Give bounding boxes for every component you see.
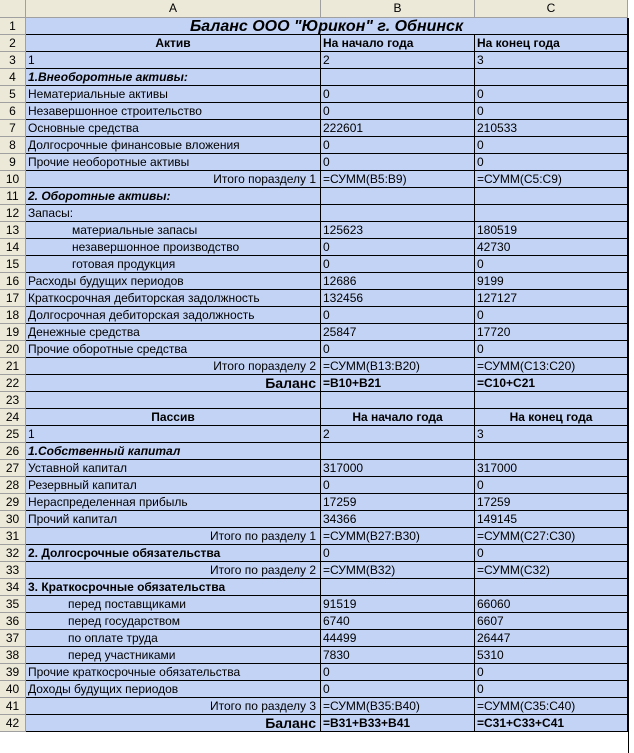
cell-b[interactable]: 0 bbox=[321, 239, 475, 256]
cell-a[interactable]: Запасы: bbox=[26, 205, 321, 222]
cell-c[interactable]: 3 bbox=[475, 426, 628, 443]
cell-c[interactable]: 0 bbox=[475, 664, 628, 681]
cell-b[interactable]: На начало года bbox=[321, 409, 475, 426]
cell-b[interactable]: 0 bbox=[321, 341, 475, 358]
row-header[interactable]: 8 bbox=[0, 137, 26, 154]
cell-c[interactable]: 0 bbox=[475, 86, 628, 103]
row-header[interactable]: 30 bbox=[0, 511, 26, 528]
cell-a[interactable]: Уставной капитал bbox=[26, 460, 321, 477]
cell-c[interactable]: 0 bbox=[475, 137, 628, 154]
sheet-row bbox=[0, 154, 634, 171]
cell-a[interactable]: 2. Оборотные активы: bbox=[26, 188, 321, 205]
row-header[interactable]: 14 bbox=[0, 239, 26, 256]
sheet-row bbox=[0, 69, 634, 86]
cell-b[interactable]: 0 bbox=[321, 256, 475, 273]
cell-c[interactable]: =СУММ(C27:C30) bbox=[475, 528, 628, 545]
sheet-row bbox=[0, 545, 634, 562]
sheet-row bbox=[0, 579, 634, 596]
cell-a[interactable]: Прочие краткосрочные обязательства bbox=[26, 664, 321, 681]
cell-c[interactable]: 127127 bbox=[475, 290, 628, 307]
sheet-row bbox=[0, 715, 634, 732]
cell-a[interactable]: 2. Долгосрочные обязательства bbox=[26, 545, 321, 562]
sheet-row bbox=[0, 477, 634, 494]
row-header[interactable]: 36 bbox=[0, 613, 26, 630]
sheet-row bbox=[0, 137, 634, 154]
cell-b[interactable]: 2 bbox=[321, 426, 475, 443]
sheet-row bbox=[0, 307, 634, 324]
row-header[interactable]: 40 bbox=[0, 681, 26, 698]
cell-b[interactable]: На начало года bbox=[321, 35, 475, 52]
cell-a[interactable]: 1 bbox=[26, 52, 321, 69]
cell-a[interactable]: перед поставщиками bbox=[26, 596, 321, 613]
sheet-row bbox=[0, 596, 634, 613]
cell-c[interactable]: 0 bbox=[475, 103, 628, 120]
cell-a[interactable]: Нематериальные активы bbox=[26, 86, 321, 103]
sheet-row bbox=[0, 528, 634, 545]
cell-c[interactable]: =СУММ(C32) bbox=[475, 562, 628, 579]
row-header[interactable]: 16 bbox=[0, 273, 26, 290]
cell-b[interactable]: 0 bbox=[321, 86, 475, 103]
cell-a[interactable]: Итого поразделу 2 bbox=[26, 358, 321, 375]
cell-a[interactable]: Долгосрочная дебиторская задолжность bbox=[26, 307, 321, 324]
sheet-row bbox=[0, 341, 634, 358]
cell-a[interactable]: Баланс bbox=[26, 715, 321, 732]
sheet-row bbox=[0, 103, 634, 120]
row-header[interactable]: 17 bbox=[0, 290, 26, 307]
cell-c[interactable]: 0 bbox=[475, 154, 628, 171]
row-header[interactable]: 3 bbox=[0, 52, 26, 69]
cell-c[interactable]: =СУММ(C5:C9) bbox=[475, 171, 628, 188]
row-header[interactable]: 13 bbox=[0, 222, 26, 239]
cell-b[interactable]: 25847 bbox=[321, 324, 475, 341]
cell-a[interactable]: Резервный капитал bbox=[26, 477, 321, 494]
row-header[interactable]: 35 bbox=[0, 596, 26, 613]
row-header[interactable]: 29 bbox=[0, 494, 26, 511]
cell-a[interactable]: материальные запасы bbox=[26, 222, 321, 239]
row-header[interactable]: 19 bbox=[0, 324, 26, 341]
row-header[interactable]: 5 bbox=[0, 86, 26, 103]
sheet-row bbox=[0, 443, 634, 460]
sheet-row bbox=[0, 171, 634, 188]
cell-a[interactable]: Итого по разделу 3 bbox=[26, 698, 321, 715]
cell-a[interactable]: 1.Внеоборотные активы: bbox=[26, 69, 321, 86]
cell-a[interactable]: перед участниками bbox=[26, 647, 321, 664]
cell-c[interactable]: 0 bbox=[475, 341, 628, 358]
cell-c[interactable]: =C31+C33+C41 bbox=[475, 715, 628, 732]
cell-a[interactable]: 3. Краткосрочные обязательства bbox=[26, 579, 321, 596]
cell-b[interactable]: 91519 bbox=[321, 596, 475, 613]
cell-c[interactable] bbox=[475, 579, 628, 596]
cell-c[interactable]: 0 bbox=[475, 681, 628, 698]
sheet-row bbox=[0, 630, 634, 647]
cell-b[interactable] bbox=[321, 443, 475, 460]
cell-c[interactable] bbox=[475, 205, 628, 222]
row-header[interactable]: 11 bbox=[0, 188, 26, 205]
cell-a[interactable]: перед государством bbox=[26, 613, 321, 630]
cell-a[interactable]: Итого по разделу 2 bbox=[26, 562, 321, 579]
cell-b[interactable] bbox=[321, 69, 475, 86]
sheet-row bbox=[0, 426, 634, 443]
row-header[interactable]: 15 bbox=[0, 256, 26, 273]
cell-b[interactable]: 0 bbox=[321, 137, 475, 154]
cell-c[interactable]: =СУММ(C13:C20) bbox=[475, 358, 628, 375]
cell-c[interactable]: 17720 bbox=[475, 324, 628, 341]
row-header[interactable]: 28 bbox=[0, 477, 26, 494]
row-header[interactable]: 38 bbox=[0, 647, 26, 664]
row-header[interactable]: 10 bbox=[0, 171, 26, 188]
cell-b[interactable]: 0 bbox=[321, 307, 475, 324]
row-header[interactable]: 18 bbox=[0, 307, 26, 324]
row-header[interactable]: 34 bbox=[0, 579, 26, 596]
sheet-row bbox=[0, 222, 634, 239]
sheet-row bbox=[0, 392, 634, 409]
cell-a[interactable]: 1 bbox=[26, 426, 321, 443]
cell-a[interactable]: по оплате труда bbox=[26, 630, 321, 647]
sheet-row bbox=[0, 120, 634, 137]
cell-b[interactable]: 125623 bbox=[321, 222, 475, 239]
cell-a[interactable]: Итого по разделу 1 bbox=[26, 528, 321, 545]
cell-a[interactable]: незавершонное производство bbox=[26, 239, 321, 256]
row-header[interactable]: 24 bbox=[0, 409, 26, 426]
cell-a[interactable]: Нераспределенная прибыль bbox=[26, 494, 321, 511]
sheet-row bbox=[0, 358, 634, 375]
sheet-row bbox=[0, 562, 634, 579]
row-header[interactable]: 1 bbox=[0, 18, 26, 35]
cell-c[interactable]: 149145 bbox=[475, 511, 628, 528]
row-header[interactable]: 7 bbox=[0, 120, 26, 137]
cell-b[interactable]: 0 bbox=[321, 154, 475, 171]
cell-b[interactable]: =B31+B33+B41 bbox=[321, 715, 475, 732]
cell-a[interactable]: Прочие оборотные средства bbox=[26, 341, 321, 358]
cell-b[interactable] bbox=[321, 205, 475, 222]
cell-a[interactable]: Прочий капитал bbox=[26, 511, 321, 528]
row-header[interactable]: 26 bbox=[0, 443, 26, 460]
cell-b[interactable]: 12686 bbox=[321, 273, 475, 290]
sheet-row bbox=[0, 460, 634, 477]
cell-c[interactable] bbox=[475, 69, 628, 86]
row-header[interactable]: 12 bbox=[0, 205, 26, 222]
cell-c[interactable]: 0 bbox=[475, 256, 628, 273]
cell-b[interactable]: 222601 bbox=[321, 120, 475, 137]
row-header[interactable]: 27 bbox=[0, 460, 26, 477]
cell-b[interactable]: 7830 bbox=[321, 647, 475, 664]
cell-a[interactable]: Незавершонное строительство bbox=[26, 103, 321, 120]
sheet-edge bbox=[628, 18, 634, 753]
sheet-row bbox=[0, 698, 634, 715]
cell-b[interactable]: 6740 bbox=[321, 613, 475, 630]
cell-c[interactable]: 0 bbox=[475, 545, 628, 562]
cell-b[interactable] bbox=[321, 188, 475, 205]
row-header[interactable]: 32 bbox=[0, 545, 26, 562]
sheet-row bbox=[0, 35, 634, 52]
cell-b[interactable]: 0 bbox=[321, 103, 475, 120]
row-header[interactable]: 20 bbox=[0, 341, 26, 358]
cell-b[interactable]: 2 bbox=[321, 52, 475, 69]
select-all-corner[interactable] bbox=[0, 0, 26, 18]
sheet-row bbox=[0, 647, 634, 664]
sheet-row bbox=[0, 188, 634, 205]
column-header-a[interactable]: A bbox=[26, 0, 321, 18]
cell-c[interactable]: 0 bbox=[475, 307, 628, 324]
cell-a[interactable]: Итого поразделу 1 bbox=[26, 171, 321, 188]
sheet-row bbox=[0, 52, 634, 69]
row-header[interactable]: 39 bbox=[0, 664, 26, 681]
cell-b[interactable]: 0 bbox=[321, 664, 475, 681]
cell-c[interactable]: 0 bbox=[475, 477, 628, 494]
row-header[interactable]: 21 bbox=[0, 358, 26, 375]
cell-b[interactable]: 317000 bbox=[321, 460, 475, 477]
sheet-row bbox=[0, 375, 634, 392]
cell-c[interactable]: 26447 bbox=[475, 630, 628, 647]
row-header[interactable]: 33 bbox=[0, 562, 26, 579]
row-header[interactable]: 42 bbox=[0, 715, 26, 732]
cell-b[interactable]: 44499 bbox=[321, 630, 475, 647]
sheet-row bbox=[0, 86, 634, 103]
sheet-row bbox=[0, 664, 634, 681]
cell-b[interactable]: 132456 bbox=[321, 290, 475, 307]
cell-b[interactable]: =B10+B21 bbox=[321, 375, 475, 392]
cell-c[interactable]: На конец года bbox=[475, 35, 628, 52]
sheet-row bbox=[0, 494, 634, 511]
cell-c[interactable] bbox=[475, 443, 628, 460]
cell-a[interactable]: Краткосрочная дебиторская задолжность bbox=[26, 290, 321, 307]
sheet-row bbox=[0, 239, 634, 256]
sheet-row bbox=[0, 18, 634, 35]
cell-b[interactable]: 0 bbox=[321, 681, 475, 698]
cell-b[interactable]: 0 bbox=[321, 545, 475, 562]
cell-c[interactable] bbox=[475, 188, 628, 205]
cell-a[interactable]: 1.Собственный капитал bbox=[26, 443, 321, 460]
row-header[interactable]: 31 bbox=[0, 528, 26, 545]
cell-a[interactable]: готовая продукция bbox=[26, 256, 321, 273]
cell-c[interactable]: 9199 bbox=[475, 273, 628, 290]
column-header-c[interactable]: C bbox=[475, 0, 628, 18]
cell-c[interactable]: 42730 bbox=[475, 239, 628, 256]
row-header[interactable]: 23 bbox=[0, 392, 26, 409]
sheet-row bbox=[0, 613, 634, 630]
cell-c[interactable] bbox=[475, 392, 628, 409]
cell-a[interactable]: Прочие необоротные активы bbox=[26, 154, 321, 171]
cell-c[interactable]: 5310 bbox=[475, 647, 628, 664]
cell-b[interactable]: =СУММ(B27:B30) bbox=[321, 528, 475, 545]
cell-a[interactable]: Расходы будущих периодов bbox=[26, 273, 321, 290]
cell-a[interactable]: Пассив bbox=[26, 409, 321, 426]
cell-b[interactable]: =СУММ(B32) bbox=[321, 562, 475, 579]
cell-a[interactable]: Доходы будущих периодов bbox=[26, 681, 321, 698]
cell-c[interactable]: =СУММ(C35:C40) bbox=[475, 698, 628, 715]
sheet-row bbox=[0, 324, 634, 341]
sheet-row bbox=[0, 511, 634, 528]
cell-a[interactable]: Денежные средства bbox=[26, 324, 321, 341]
cell-c[interactable]: 317000 bbox=[475, 460, 628, 477]
cell-c[interactable]: =C10+C21 bbox=[475, 375, 628, 392]
row-header[interactable]: 4 bbox=[0, 69, 26, 86]
sheet-row bbox=[0, 681, 634, 698]
cell-c[interactable]: 66060 bbox=[475, 596, 628, 613]
cell-c[interactable]: 180519 bbox=[475, 222, 628, 239]
cell-title[interactable]: Баланс ООО "Юрикон" г. Обнинск bbox=[26, 18, 628, 35]
row-header[interactable]: 25 bbox=[0, 426, 26, 443]
row-header[interactable]: 41 bbox=[0, 698, 26, 715]
cell-c[interactable]: 210533 bbox=[475, 120, 628, 137]
row-header[interactable]: 6 bbox=[0, 103, 26, 120]
cell-b[interactable]: =СУММ(B13:B20) bbox=[321, 358, 475, 375]
sheet-row bbox=[0, 290, 634, 307]
cell-a[interactable]: Актив bbox=[26, 35, 321, 52]
cell-b[interactable] bbox=[321, 579, 475, 596]
sheet-row bbox=[0, 205, 634, 222]
cell-c[interactable]: 17259 bbox=[475, 494, 628, 511]
cell-b[interactable]: =СУММ(B35:B40) bbox=[321, 698, 475, 715]
cell-c[interactable]: 3 bbox=[475, 52, 628, 69]
cell-c[interactable]: 6607 bbox=[475, 613, 628, 630]
row-header[interactable]: 37 bbox=[0, 630, 26, 647]
cell-a[interactable]: Основные средства bbox=[26, 120, 321, 137]
sheet-row bbox=[0, 273, 634, 290]
cell-b[interactable]: 0 bbox=[321, 477, 475, 494]
cell-b[interactable] bbox=[321, 392, 475, 409]
sheet-row bbox=[0, 409, 634, 426]
cell-a[interactable] bbox=[26, 392, 321, 409]
row-header[interactable]: 2 bbox=[0, 35, 26, 52]
cell-a[interactable]: Долгосрочные финансовые вложения bbox=[26, 137, 321, 154]
sheet-row bbox=[0, 256, 634, 273]
column-header-b[interactable]: B bbox=[321, 0, 475, 18]
cell-b[interactable]: =СУММ(B5:B9) bbox=[321, 171, 475, 188]
row-header[interactable]: 22 bbox=[0, 375, 26, 392]
cell-a[interactable]: Баланс bbox=[26, 375, 321, 392]
cell-b[interactable]: 34366 bbox=[321, 511, 475, 528]
cell-c[interactable]: На конец года bbox=[475, 409, 628, 426]
row-header[interactable]: 9 bbox=[0, 154, 26, 171]
cell-b[interactable]: 17259 bbox=[321, 494, 475, 511]
